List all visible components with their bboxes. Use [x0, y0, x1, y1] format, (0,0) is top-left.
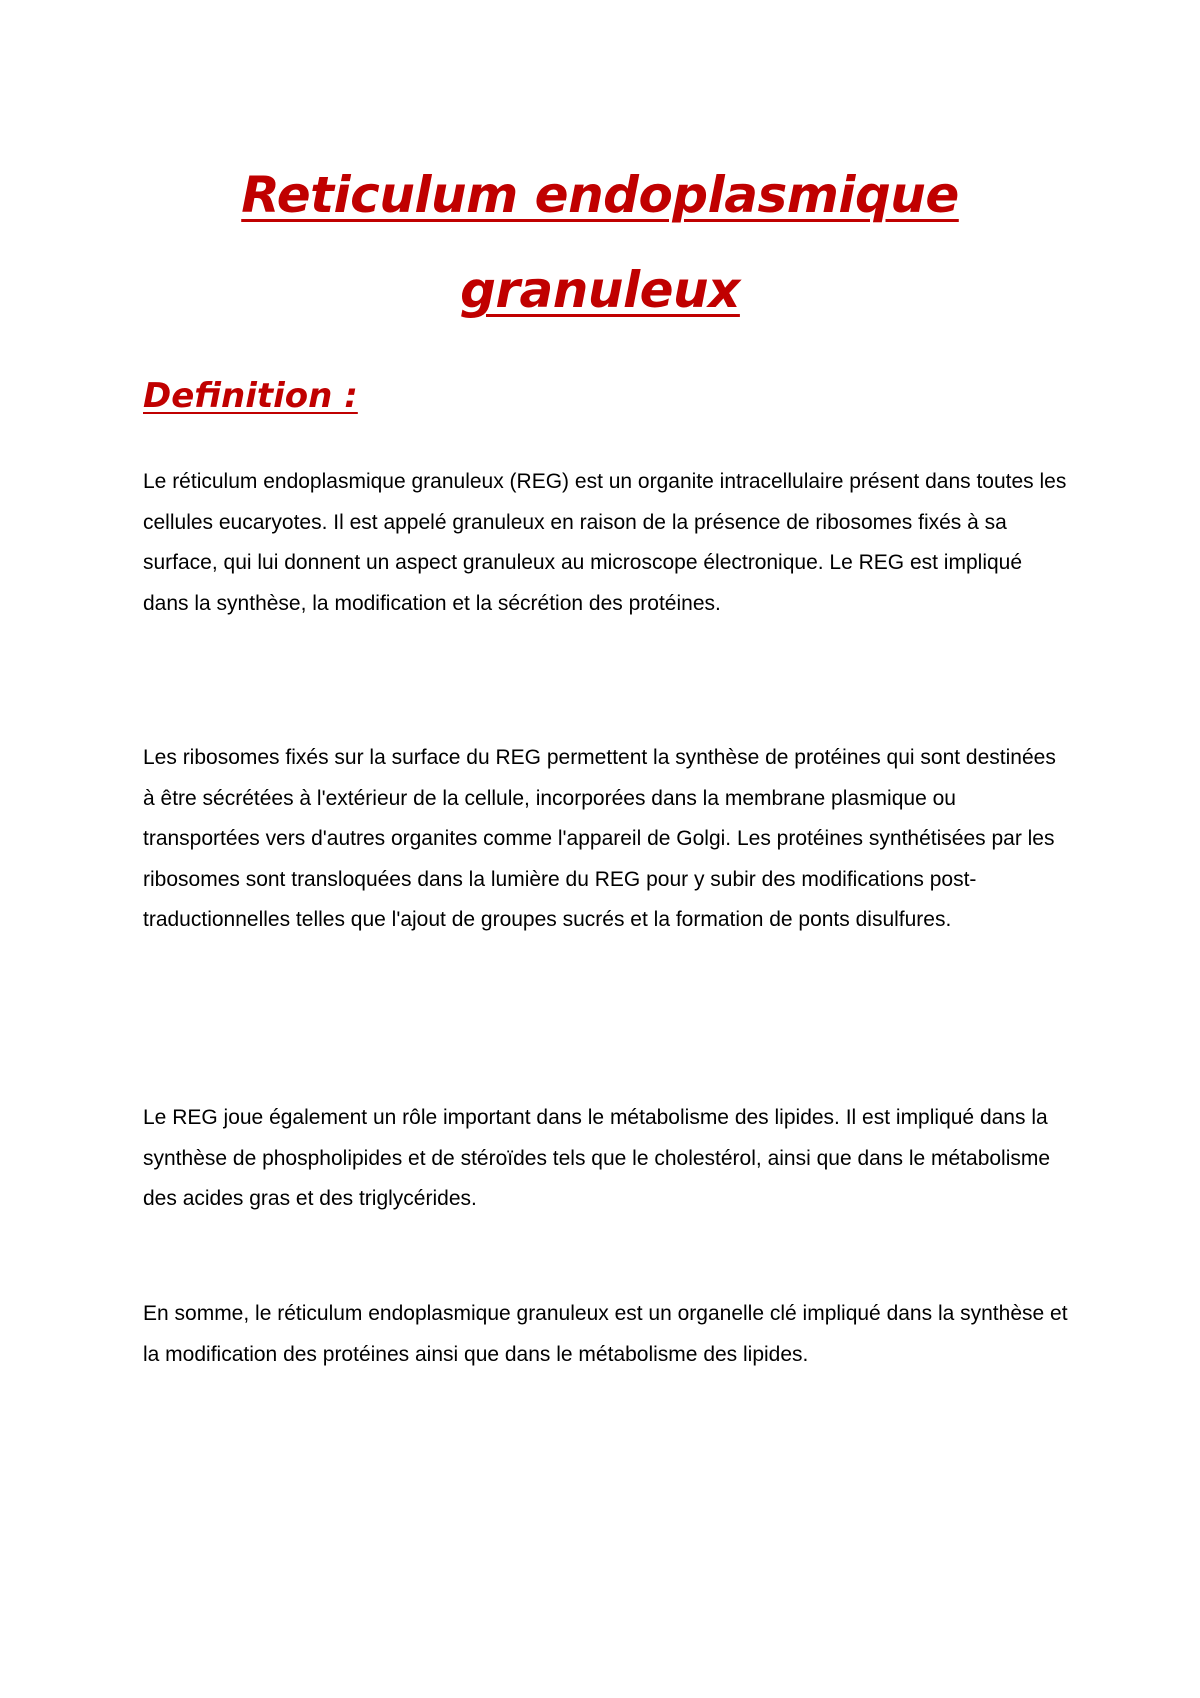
paragraph-4: En somme, le réticulum endoplasmique granuleux est un organelle clé impliqué dans la synthèse et la modification des protéines ainsi que dans le métabolisme des lipides. [143, 1302, 1068, 1366]
paragraph-2: Les ribosomes fixés sur la surface du REG permettent la synthèse de protéines qui sont destinées à être sécrétées à l'extérieur de la cellule, incorporées dans la membrane plasmique ou transportées vers d'autres organites comme l'appareil de Golgi. Les protéines synthétisées par les ribosomes sont transloquées dans la lumière du REG pour y subir des modifications post-traductionnelles telles que l'ajout de groupes sucrés et la formation de ponts disulfures. [143, 746, 1056, 931]
definition-heading: Definition : [143, 376, 358, 416]
document-title: Reticulum endoplasmique granuleux [241, 166, 959, 319]
paragraph-3: Le REG joue également un rôle important dans le métabolisme des lipides. Il est impliqué dans la synthèse de phospholipides et de stéroïdes tels que le cholestérol, ainsi que dans le métabolisme des acides gras et des triglycérides. [143, 1106, 1051, 1210]
paragraph-1: Le réticulum endoplasmique granuleux (REG) est un organite intracellulaire présent dans toutes les cellules eucaryotes. Il est appelé granuleux en raison de la présence de ribosomes fixés à sa surface, qui lui donnent un aspect granuleux au microscope électronique. Le REG est impliqué dans la synthèse, la modification et la sécrétion des protéines. [143, 470, 1067, 615]
